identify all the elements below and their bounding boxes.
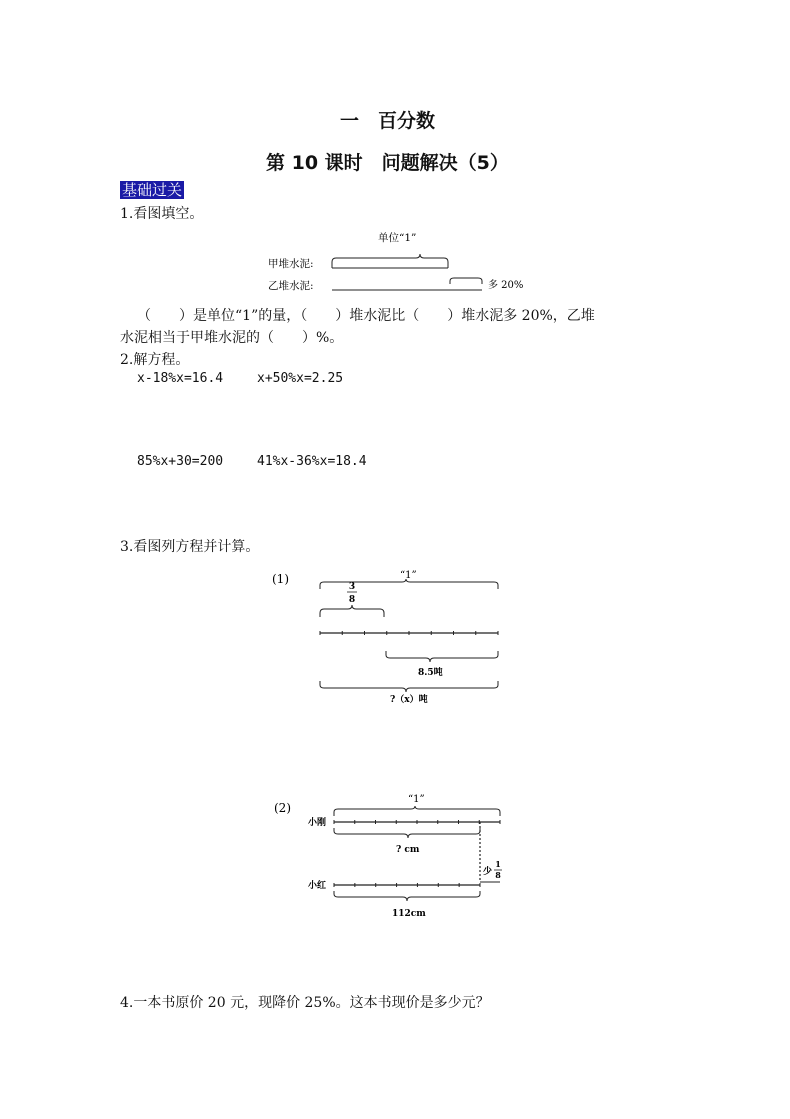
fig1-unit-label: “1” [400, 570, 417, 581]
q1-diagram [260, 228, 540, 298]
q4-label: 4.一本书原价 20 元，现降价 25%。这本书现价是多少元？ [120, 995, 490, 1011]
fig2-known-brace [334, 891, 480, 901]
q1-more-label: 多 20% [488, 280, 524, 291]
q1-label: 1.看图填空。 [120, 206, 204, 222]
q1-more-brace [450, 278, 482, 284]
fig1-total-label: ?（x）吨 [390, 695, 428, 705]
q3-figure-1 [268, 565, 518, 715]
lesson-title: 第 10 课时 问题解决（5） [266, 152, 509, 174]
q1-row1-label: 甲堆水泥: [268, 258, 314, 270]
q1-sentence-line1: （ ）是单位“1”的量，（ ）堆水泥比（ ）堆水泥多 20%，乙堆 [137, 308, 595, 324]
section-badge: 基础过关 [122, 181, 183, 199]
q1-diagram-svg [260, 228, 540, 298]
q3-figure-2 [268, 790, 528, 925]
q2-equation-2: x+50%x=2.25 [257, 371, 344, 386]
q3-figure-2-svg [268, 790, 528, 925]
q2-equation-3: 85%x+30=200 [137, 454, 224, 469]
fig2-unit-label: “1” [408, 794, 425, 805]
fig2-row2-label: 小红 [308, 881, 327, 891]
fig1-index: (1) [272, 572, 289, 586]
fig2-index: (2) [274, 801, 291, 815]
q1-sentence-line2: 水泥相当于甲堆水泥的（ ）%。 [120, 330, 344, 346]
fig1-part-label: 8.5吨 [418, 668, 443, 678]
fig1-frac-brace [320, 605, 384, 617]
fig2-unit-brace [334, 806, 500, 816]
fig1-part-brace [386, 651, 498, 662]
q2-equation-1: x-18%x=16.4 [137, 371, 224, 386]
fig2-frac-den: 8 [495, 870, 501, 880]
q1-unit-brace [332, 254, 448, 268]
q1-unit-label: 单位“1” [378, 232, 417, 244]
q3-figure-1-svg [268, 565, 518, 715]
fig1-frac-den: 8 [348, 595, 356, 605]
fig1-total-brace [320, 681, 498, 692]
fig1-frac-num: 3 [348, 582, 356, 592]
q2-equation-4: 41%x-36%x=18.4 [257, 454, 367, 469]
fig2-known-label: 112cm [392, 909, 426, 919]
fig2-frac-num: 1 [495, 859, 501, 869]
q2-label: 2.解方程。 [120, 352, 190, 368]
q3-label: 3.看图列方程并计算。 [120, 539, 260, 555]
fig2-row1-label: 小刚 [308, 818, 327, 828]
fig2-q-label: ? cm [396, 845, 420, 855]
fig2-less-label: 少 [483, 867, 493, 877]
q1-row2-label: 乙堆水泥: [268, 280, 314, 292]
fig2-q-brace [334, 828, 480, 838]
unit-title: 一 百分数 [340, 110, 436, 132]
